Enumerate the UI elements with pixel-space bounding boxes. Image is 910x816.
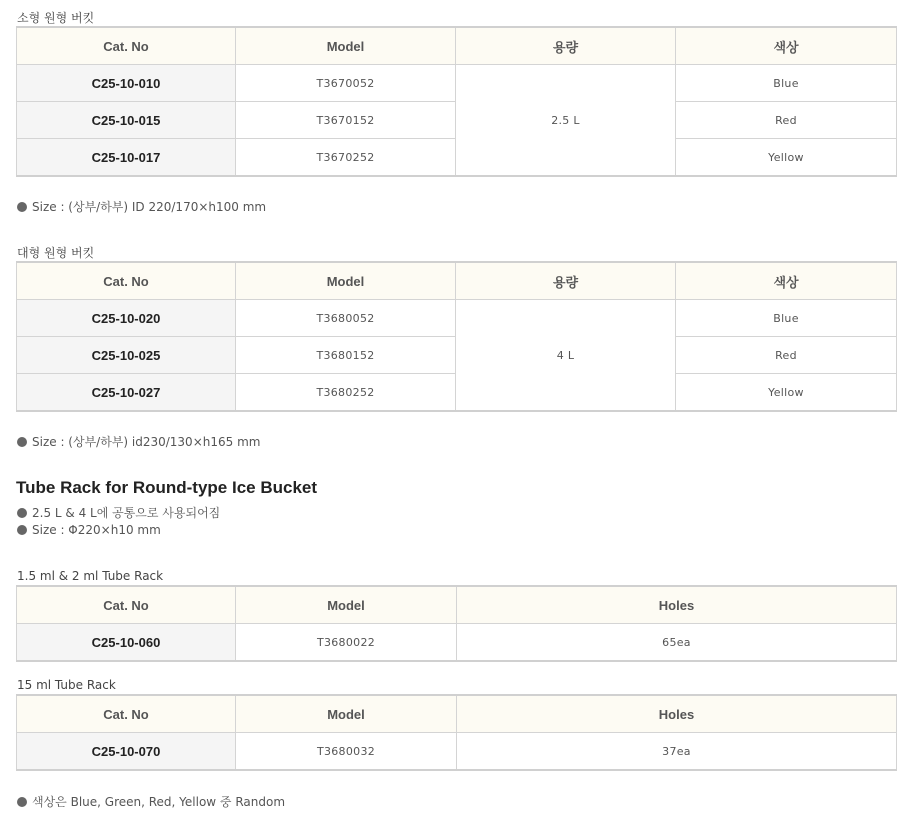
size-note-text: Size : (상부/하부) ID 220/170×h100 mm bbox=[32, 200, 267, 214]
header-model: Model bbox=[236, 27, 456, 65]
color-cell: Red bbox=[676, 337, 897, 374]
note-text: Size : Φ220×h10 mm bbox=[32, 523, 161, 537]
bullet-icon bbox=[17, 525, 27, 535]
header-holes: Holes bbox=[457, 695, 897, 733]
small-bucket-size-note bbox=[17, 198, 266, 215]
bullet-icon bbox=[17, 797, 27, 807]
color-random-note bbox=[17, 793, 285, 810]
cat-no-cell: C25-10-025 bbox=[17, 337, 236, 374]
header-cat-no: Cat. No bbox=[17, 262, 236, 300]
table-row bbox=[17, 65, 897, 102]
header-cat-no: Cat. No bbox=[17, 586, 236, 624]
cat-no-cell: C25-10-020 bbox=[17, 300, 236, 337]
model-cell: T3670152 bbox=[236, 102, 456, 139]
model-cell: T3680052 bbox=[236, 300, 456, 337]
header-capacity: 용량 bbox=[456, 262, 676, 300]
large-bucket-size-note bbox=[17, 433, 260, 450]
header-holes: Holes bbox=[457, 586, 897, 624]
model-cell: T3680022 bbox=[236, 624, 457, 662]
small-bucket-caption: 소형 원형 버킷 bbox=[17, 11, 95, 25]
note-text: 색상은 Blue, Green, Red, Yellow 중 Random bbox=[32, 795, 286, 809]
bullet-icon bbox=[17, 202, 27, 212]
cat-no-cell: C25-10-017 bbox=[17, 139, 236, 177]
table-header-row bbox=[17, 262, 897, 300]
model-cell: T3680252 bbox=[236, 374, 456, 412]
cat-no-cell: C25-10-060 bbox=[17, 624, 236, 662]
header-cat-no: Cat. No bbox=[17, 695, 236, 733]
table-row bbox=[17, 733, 897, 771]
cat-no-cell: C25-10-010 bbox=[17, 65, 236, 102]
capacity-cell: 2.5 L bbox=[456, 65, 676, 177]
holes-cell: 65ea bbox=[457, 624, 897, 662]
section-heading: Tube Rack for Round-type Ice Bucket bbox=[16, 478, 318, 497]
capacity-cell: 4 L bbox=[456, 300, 676, 412]
model-cell: T3670252 bbox=[236, 139, 456, 177]
large-bucket-caption: 대형 원형 버킷 bbox=[17, 246, 95, 260]
rack-small-table bbox=[16, 585, 897, 662]
bullet-icon bbox=[17, 508, 27, 518]
rack-large-table bbox=[16, 694, 897, 771]
table-row bbox=[17, 624, 897, 662]
size-note-text: Size : (상부/하부) id230/130×h165 mm bbox=[32, 435, 261, 449]
model-cell: T3680032 bbox=[236, 733, 457, 771]
header-model: Model bbox=[236, 262, 456, 300]
cat-no-cell: C25-10-070 bbox=[17, 733, 236, 771]
color-cell: Blue bbox=[676, 300, 897, 337]
color-cell: Yellow bbox=[676, 374, 897, 412]
table-header-row bbox=[17, 586, 897, 624]
small-bucket-table bbox=[16, 26, 897, 177]
header-model: Model bbox=[236, 695, 457, 733]
rack-large-caption: 15 ml Tube Rack bbox=[17, 678, 116, 692]
holes-cell: 37ea bbox=[457, 733, 897, 771]
rack-small-caption: 1.5 ml & 2 ml Tube Rack bbox=[17, 569, 164, 583]
header-capacity: 용량 bbox=[456, 27, 676, 65]
rack-note-compat bbox=[17, 504, 220, 521]
large-bucket-table bbox=[16, 261, 897, 412]
header-color: 색상 bbox=[676, 27, 897, 65]
rack-note-size bbox=[17, 523, 161, 537]
color-cell: Red bbox=[676, 102, 897, 139]
bullet-icon bbox=[17, 437, 27, 447]
cat-no-cell: C25-10-027 bbox=[17, 374, 236, 412]
table-row bbox=[17, 300, 897, 337]
header-model: Model bbox=[236, 586, 457, 624]
table-header-row bbox=[17, 695, 897, 733]
header-cat-no: Cat. No bbox=[17, 27, 236, 65]
color-cell: Blue bbox=[676, 65, 897, 102]
model-cell: T3670052 bbox=[236, 65, 456, 102]
header-color: 색상 bbox=[676, 262, 897, 300]
note-text: 2.5 L & 4 L에 공통으로 사용되어짐 bbox=[32, 506, 221, 520]
model-cell: T3680152 bbox=[236, 337, 456, 374]
table-header-row bbox=[17, 27, 897, 65]
cat-no-cell: C25-10-015 bbox=[17, 102, 236, 139]
color-cell: Yellow bbox=[676, 139, 897, 177]
